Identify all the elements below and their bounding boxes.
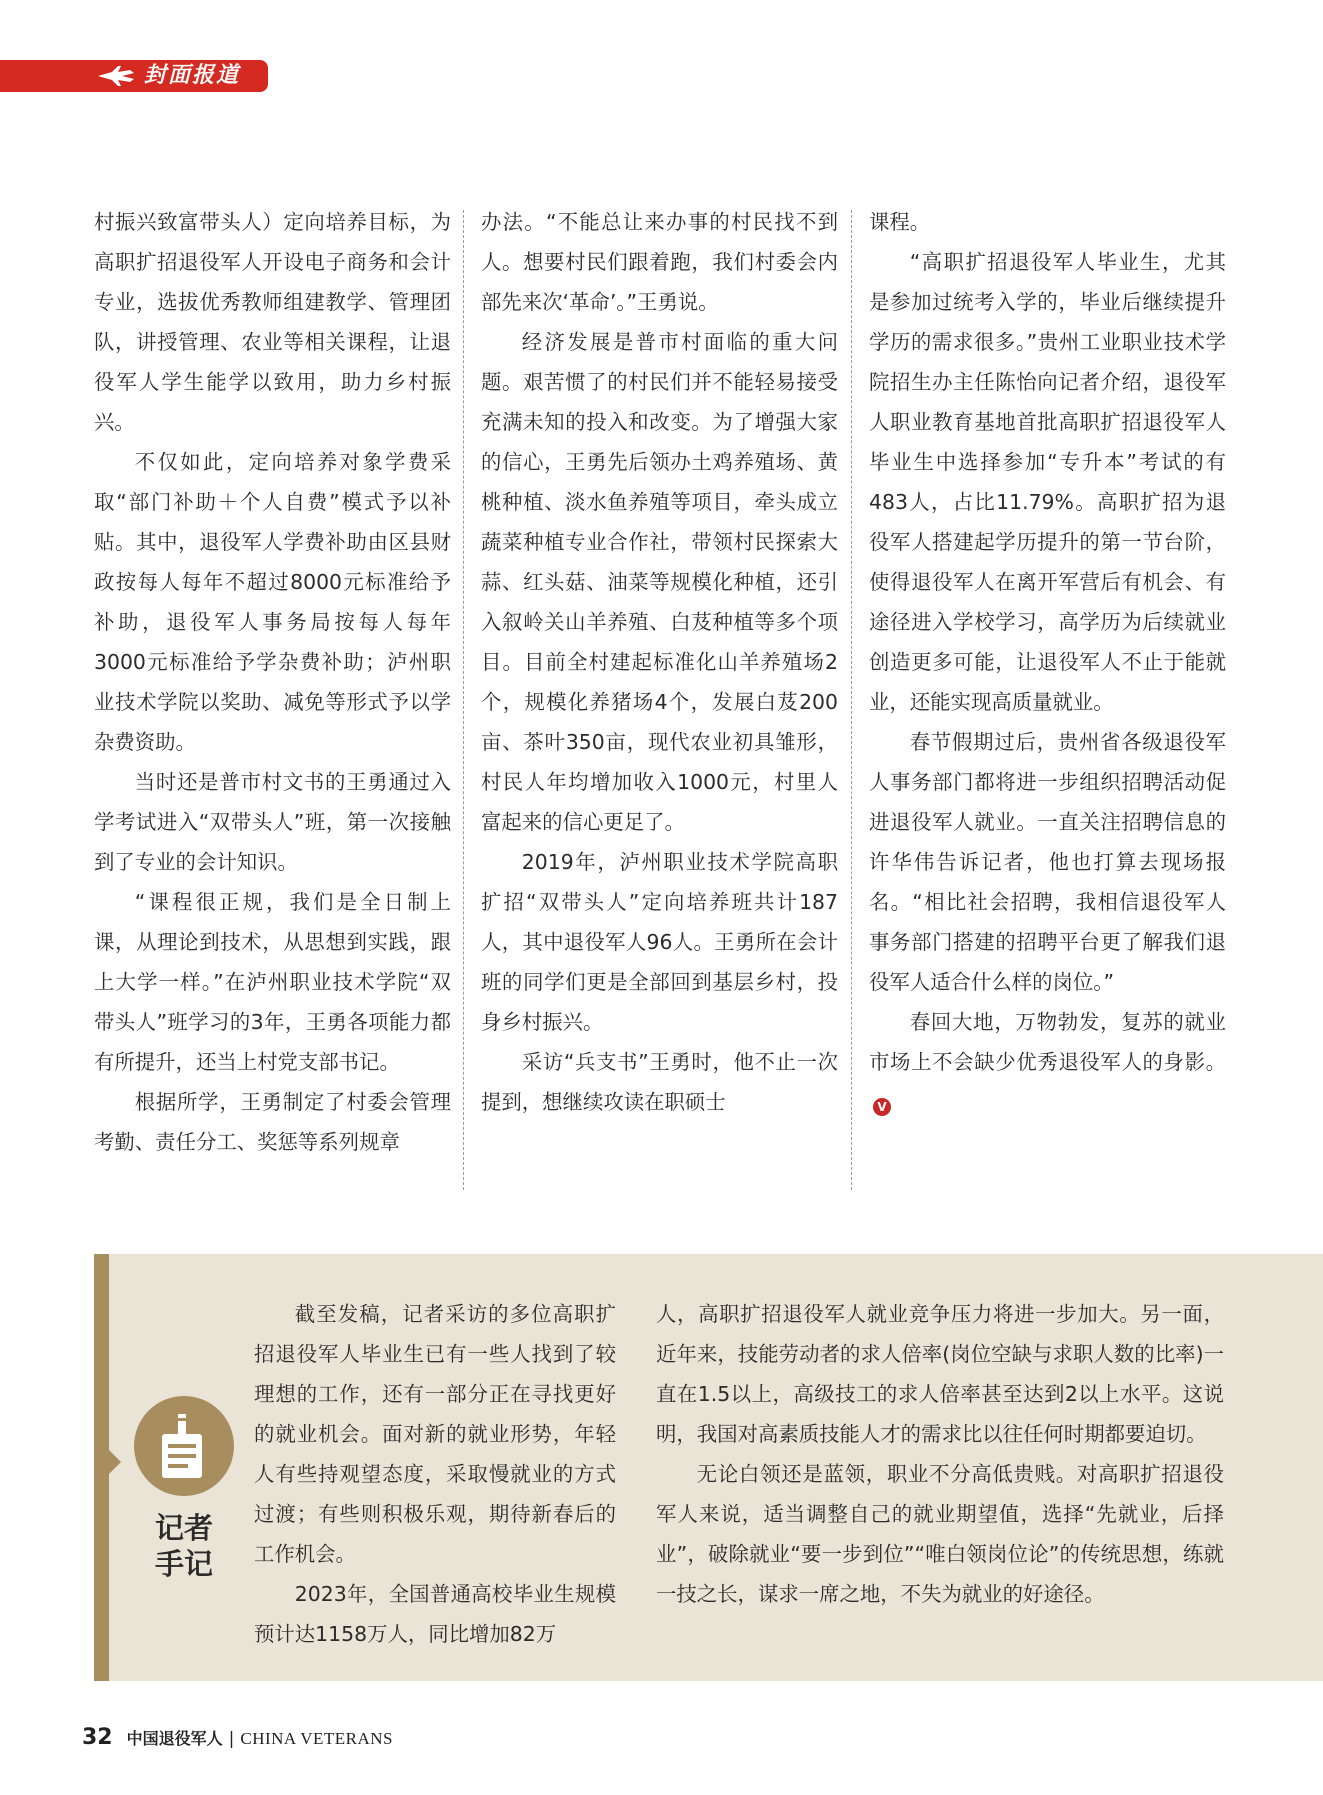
paragraph: 根据所学，王勇制定了村委会管理考勤、责任分工、奖惩等系列规章 bbox=[94, 1090, 451, 1154]
end-mark-icon: V bbox=[873, 1098, 891, 1116]
magazine-name-cn: 中国退役军人 bbox=[126, 1729, 223, 1748]
paragraph: 春节假期过后，贵州省各级退役军人事务部门都将进一步组织招聘活动促进退役军人就业。一直关注招聘信息的许华伟告诉记者，他也打算去现场报名。“相比社会招聘，我相信退役军人事务部门搭建的招聘平台更了解我们退役军人适合什么样的岗位。” bbox=[869, 730, 1226, 994]
note-title bbox=[134, 1510, 234, 1582]
page-footer bbox=[82, 1723, 393, 1753]
notepad-pen-icon bbox=[156, 1410, 212, 1482]
paragraph: 无论白领还是蓝领，职业不分高低贵贱。对高职扩招退役军人来说，适当调整自己的就业期望值，选择“先就业，后择业”，破除就业“要一步到位”“唯白领岗位论”的传统思想，练就一技之长，谋求一席之地，不失为就业的好途径。 bbox=[656, 1462, 1224, 1606]
paragraph: 当时还是普市村文书的王勇通过入学考试进入“双带头人”班，第一次接触到了专业的会计知识。 bbox=[94, 770, 451, 874]
note-accent-bar bbox=[94, 1254, 109, 1681]
section-label: 封面报道 bbox=[144, 63, 241, 88]
paragraph: 村振兴致富带头人）定向培养目标，为高职扩招退役军人开设电子商务和会计专业，选拔优秀教师组建教学、管理团队，讲授管理、农业等相关课程，让退役军人学生能学以致用，助力乡村振兴。 bbox=[94, 210, 451, 434]
paragraph-final bbox=[869, 1002, 1226, 1122]
column-divider bbox=[463, 210, 464, 1190]
note-title-line: 记者 bbox=[154, 1511, 213, 1545]
paragraph: 不仅如此，定向培养对象学费采取“部门补助＋个人自费”模式予以补贴。其中，退役军人学费补助由区县财政按每人每年不超过8000元标准给予补助，退役军人事务局按每人每年3000元标准给予学杂费补助；泸州职业技术学院以奖助、减免等形式予以学杂费资助。 bbox=[94, 450, 451, 754]
column-divider bbox=[851, 210, 852, 1190]
paragraph: 2019年，泸州职业技术学院高职扩招“双带头人”定向培养班共计187人，其中退役军人96人。王勇所在会计班的同学们更是全部回到基层乡村，投身乡村振兴。 bbox=[481, 850, 838, 1034]
paragraph: 经济发展是普市村面临的重大问题。艰苦惯了的村民们并不能轻易接受充满未知的投入和改变。为了增强大家的信心，王勇先后领办土鸡养殖场、黄桃种植、淡水鱼养殖等项目，牵头成立蔬菜种植专业合作社，带领村民探索大蒜、红头菇、油菜等规模化种植，还引入叙岭关山羊养殖、白芨种植等多个项目。目前全村建起标准化山羊养殖场2个，规模化养猪场4个，发展白芨200亩、茶叶350亩，现代农业初具雏形，村民人年均增加收入1000元，村里人富起来的信心更足了。 bbox=[481, 330, 838, 834]
paragraph-text: 春回大地，万物勃发，复苏的就业市场上不会缺少优秀退役军人的身影。 bbox=[869, 1010, 1226, 1074]
note-column-2 bbox=[656, 1294, 1224, 1614]
page-number: 32 bbox=[82, 1725, 113, 1750]
note-badge bbox=[134, 1396, 234, 1496]
section-banner bbox=[0, 60, 268, 92]
paragraph: “课程很正规，我们是全日制上课，从理论到技术，从思想到实践，跟上大学一样。”在泸州职业技术学院“双带头人”班学习的3年，王勇各项能力都有所提升，还当上村党支部书记。 bbox=[94, 890, 451, 1074]
article-column-1 bbox=[94, 202, 451, 1204]
magazine-name-en: CHINA VETERANS bbox=[240, 1729, 393, 1748]
paragraph: 采访“兵支书”王勇时，他不止一次提到，想继续攻读在职硕士 bbox=[481, 1050, 838, 1114]
paragraph: 截至发稿，记者采访的多位高职扩招退役军人毕业生已有一些人找到了较理想的工作，还有一部分正在寻找更好的就业机会。面对新的就业形势，年轻人有些持观望态度，采取慢就业的方式过渡；有些则积极乐观，期待新春后的工作机会。 bbox=[254, 1302, 616, 1566]
paragraph: 2023年，全国普通高校毕业生规模预计达1158万人，同比增加82万 bbox=[254, 1582, 616, 1646]
paragraph: 办法。“不能总让来办事的村民找不到人。想要村民们跟着跑，我们村委会内部先来次‘革命’。”王勇说。 bbox=[481, 210, 838, 314]
paragraph: 课程。 bbox=[869, 210, 931, 234]
note-column-1 bbox=[254, 1294, 616, 1654]
article-column-2 bbox=[481, 202, 838, 1204]
note-title-line: 手记 bbox=[154, 1547, 213, 1581]
paragraph: 人，高职扩招退役军人就业竞争压力将进一步加大。另一面，近年来，技能劳动者的求人倍率(岗位空缺与求职人数的比率)一直在1.5以上，高级技工的求人倍率甚至达到2以上水平。这说明，我国对高素质技能人才的需求比以往任何时期都要迫切。 bbox=[656, 1302, 1224, 1446]
footer-separator: | bbox=[228, 1729, 235, 1749]
article-column-3 bbox=[869, 202, 1226, 1204]
note-pointer bbox=[109, 1450, 121, 1474]
paragraph: “高职扩招退役军人毕业生，尤其是参加过统考入学的，毕业后继续提升学历的需求很多。”贵州工业职业技术学院招生办主任陈怡向记者介绍，退役军人职业教育基地首批高职扩招退役军人毕业生中选择参加“专升本”考试的有483人，占比11.79%。高职扩招为退役军人搭建起学历提升的第一节台阶，使得退役军人在离开军营后有机会、有途径进入学校学习，高学历为后续就业创造更多可能，让退役军人不止于能就业，还能实现高质量就业。 bbox=[869, 250, 1226, 714]
plane-icon bbox=[96, 66, 136, 86]
